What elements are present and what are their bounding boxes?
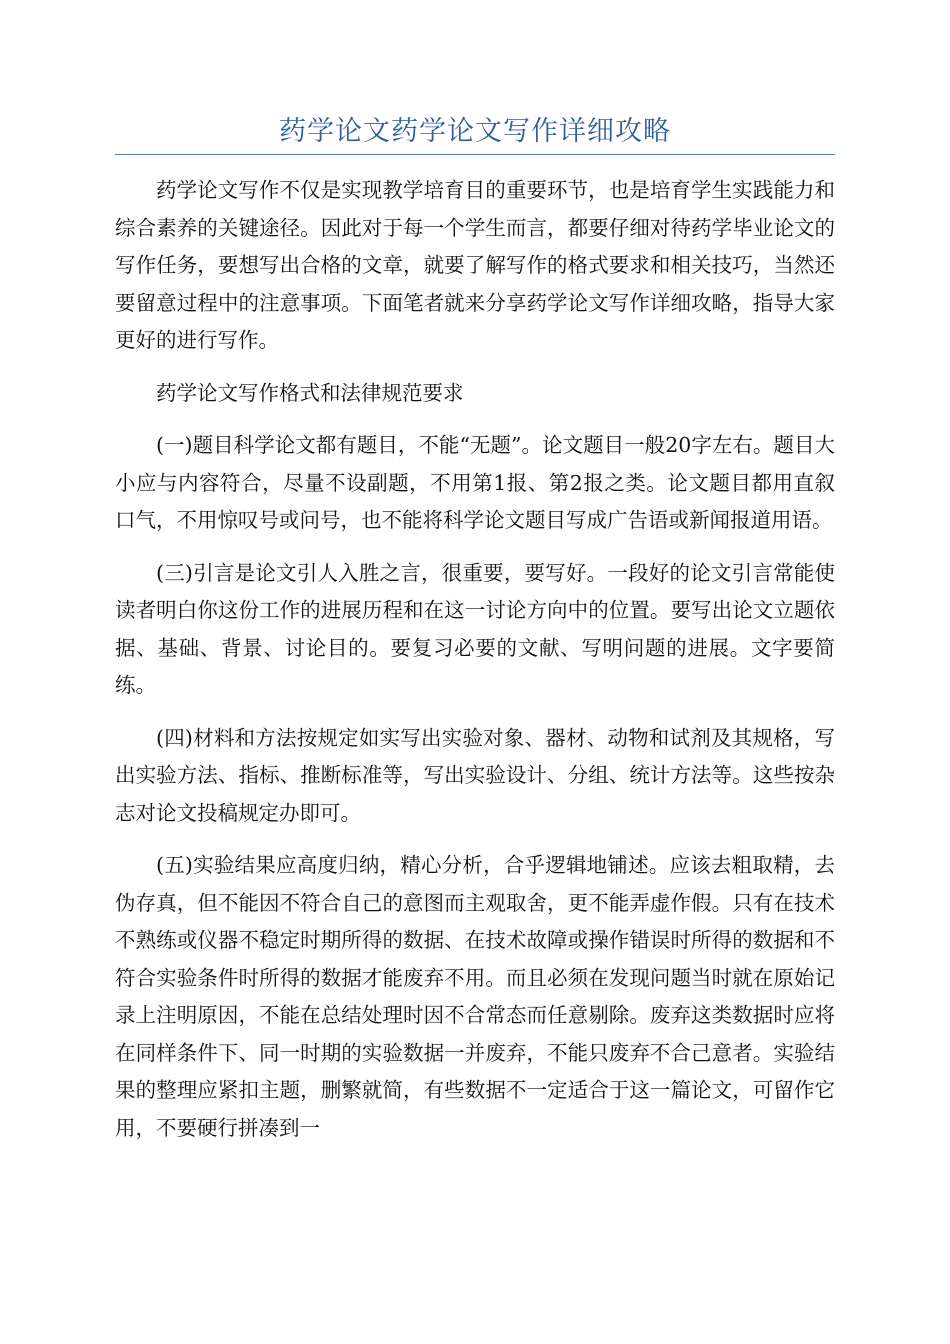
- paragraph-introduction-rules: (三)引言是论文引人入胜之言，很重要，要写好。一段好的论文引言常能使读者明白你这份工作的进展历程和在这一讨论方向中的位置。要写出论文立题依据、基础、背景、讨论目的。要复习必要的文献、写明问题的进展。文字要简练。: [115, 560, 835, 697]
- title-underline: [115, 154, 835, 155]
- section-heading: 药学论文写作格式和法律规范要求: [156, 380, 464, 405]
- paragraph-results: (五)实验结果应高度归纳，精心分析，合乎逻辑地铺述。应该去粗取精，去伪存真，但不能因不符合自己的意图而主观取舍，更不能弄虚作假。只有在技术不熟练或仪器不稳定时期所得的数据、在技术故障或操作错误时所得的数据和不符合实验条件时所得的数据才能废弃不用。而且必须在发现问题当时就在原始记录上注明原因，不能在总结处理时因不合常态而任意剔除。废弃这类数据时应将在同样条件下、同一时期的实验数据一并废弃，不能只废弃不合己意者。实验结果的整理应紧扣主题，删繁就简，有些数据不一定适合于这一篇论文，可留作它用，不要硬行拼凑到一: [115, 853, 835, 1140]
- intro-paragraph: 药学论文写作不仅是实现教学培育目的重要环节，也是培育学生实践能力和综合素养的关键途径。因此对于每一个学生而言，都要仔细对待药学毕业论文的写作任务，要想写出合格的文章，就要了解写作的格式要求和相关技巧，当然还要留意过程中的注意事项。下面笔者就来分享药学论文写作详细攻略，指导大家更好的进行写作。: [115, 178, 835, 352]
- document-title: 药学论文药学论文写作详细攻略: [279, 116, 671, 147]
- paragraph-materials-methods: (四)材料和方法按规定如实写出实验对象、器材、动物和试剂及其规格，写出实验方法、指标、推断标准等，写出实验设计、分组、统计方法等。这些按杂志对论文投稿规定办即可。: [115, 725, 835, 825]
- paragraph-title-rules: (一)题目科学论文都有题目，不能“无题”。论文题目一般20字左右。题目大小应与内容符合，尽量不设副题，不用第1报、第2报之类。论文题目都用直叙口气，不用惊叹号或问号，也不能将科学论文题目写成广告语或新闻报道用语。: [115, 433, 835, 532]
- document-body: [115, 172, 835, 1162]
